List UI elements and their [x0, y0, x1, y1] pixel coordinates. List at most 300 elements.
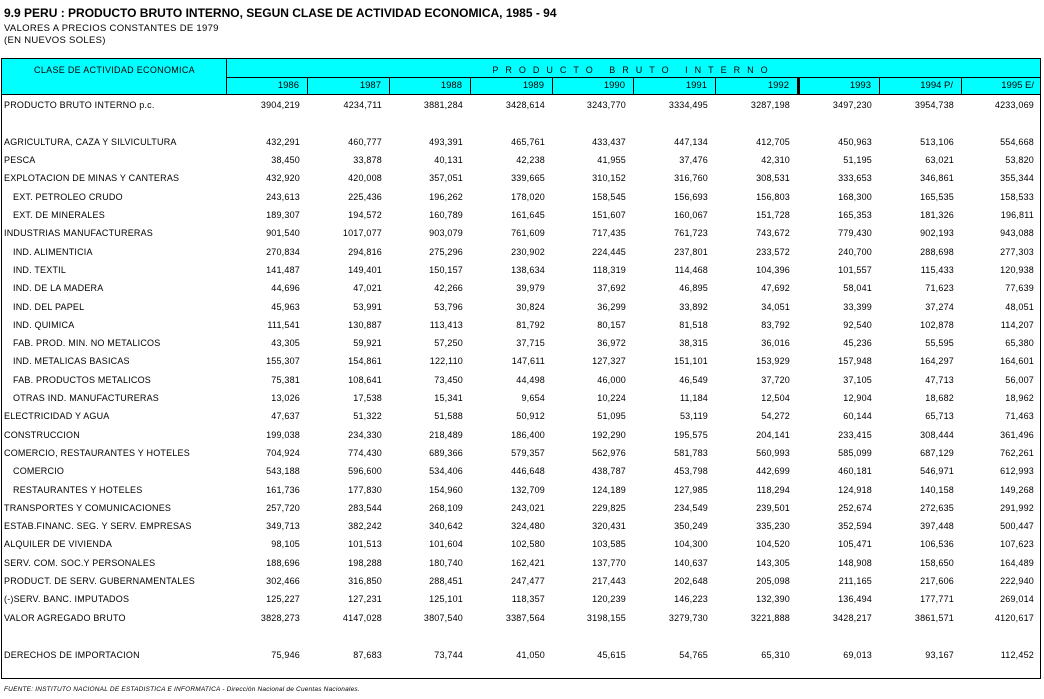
cell-value: 127,985: [674, 485, 708, 495]
cell-value: 432,920: [266, 173, 300, 183]
cell-value: 543,188: [266, 466, 300, 476]
page-title: 9.9 PERU : PRODUCTO BRUTO INTERNO, SEGUN CLASE DE ACTIVIDAD ECONOMICA, 1985 - 94: [4, 6, 557, 20]
cell-value: 115,433: [920, 265, 954, 275]
cell-value: 204,141: [756, 430, 790, 440]
cell-value: 233,572: [756, 247, 790, 257]
cell-value: 38,315: [679, 338, 708, 348]
cell-value: 257,720: [266, 503, 300, 513]
cell-value: 339,665: [511, 173, 545, 183]
cell-value: 361,496: [1000, 430, 1034, 440]
cell-value: 349,713: [266, 521, 300, 531]
cell-value: 160,067: [674, 210, 708, 220]
table-row: [0, 190, 1044, 204]
cell-value: 57,250: [434, 338, 463, 348]
cell-value: 36,972: [597, 338, 626, 348]
table-row: [0, 281, 1044, 295]
cell-value: 44,696: [271, 283, 300, 293]
table-row: [0, 354, 1044, 368]
cell-value: 346,861: [920, 173, 954, 183]
cell-value: 546,971: [920, 466, 954, 476]
table-row: [0, 611, 1044, 625]
cell-value: 75,946: [271, 650, 300, 660]
cell-value: 77,639: [1005, 283, 1034, 293]
cell-value: 689,366: [429, 448, 463, 458]
cell-value: 205,098: [756, 576, 790, 586]
cell-value: 447,134: [674, 137, 708, 147]
cell-value: 41,050: [516, 650, 545, 660]
cell-value: 4120,617: [994, 613, 1034, 623]
row-label: EXT. PETROLEO CRUDO: [13, 192, 123, 202]
row-label: INDUSTRIAS MANUFACTURERAS: [4, 228, 154, 238]
cell-value: 158,533: [1000, 192, 1034, 202]
cell-value: 3387,564: [505, 613, 545, 623]
cell-value: 4234,711: [343, 100, 382, 110]
cell-value: 59,921: [353, 338, 382, 348]
cell-value: 943,088: [1000, 228, 1034, 238]
table-row: [0, 648, 1044, 662]
row-label: FAB. PROD. MIN. NO METALICOS: [13, 338, 161, 348]
cell-value: 15,341: [434, 393, 463, 403]
cell-value: 146,223: [674, 594, 708, 604]
cell-value: 106,536: [920, 539, 954, 549]
cell-value: 83,792: [761, 320, 790, 330]
cell-value: 58,041: [843, 283, 872, 293]
row-label: SERV. COM. SOC.Y PERSONALES: [4, 558, 156, 568]
cell-value: 460,777: [348, 137, 382, 147]
cell-value: 3287,198: [750, 100, 790, 110]
row-label: OTRAS IND. MANUFACTURERAS: [13, 393, 160, 403]
cell-value: 199,038: [266, 430, 300, 440]
cell-value: 33,892: [679, 302, 708, 312]
cell-value: 63,021: [925, 155, 954, 165]
table-row: [0, 300, 1044, 314]
row-label: COMERCIO, RESTAURANTES Y HOTELES: [4, 448, 190, 458]
cell-value: 168,300: [838, 192, 872, 202]
cell-value: 102,580: [511, 539, 545, 549]
cell-value: 140,637: [674, 558, 708, 568]
cell-value: 104,520: [756, 539, 790, 549]
cell-value: 92,540: [843, 320, 872, 330]
cell-value: 73,744: [434, 650, 463, 660]
cell-value: 148,908: [838, 558, 872, 568]
cell-value: 224,445: [592, 247, 626, 257]
cell-value: 194,572: [348, 210, 382, 220]
cell-value: 198,288: [348, 558, 382, 568]
cell-value: 340,642: [429, 521, 463, 531]
cell-value: 288,451: [429, 576, 463, 586]
cell-value: 217,443: [592, 576, 626, 586]
year-header-5: 1991: [634, 78, 716, 94]
year-header-0: 1986: [227, 78, 308, 94]
year-header-6: 1992: [716, 78, 798, 94]
cell-value: 579,357: [511, 448, 545, 458]
cell-value: 101,557: [838, 265, 872, 275]
cell-value: 308,444: [920, 430, 954, 440]
cell-value: 3861,571: [914, 613, 954, 623]
cell-value: 156,693: [674, 192, 708, 202]
cell-value: 252,674: [838, 503, 872, 513]
cell-value: 51,095: [597, 411, 626, 421]
cell-value: 101,513: [348, 539, 382, 549]
table-row: [0, 263, 1044, 277]
row-label: IND. QUIMICA: [13, 320, 75, 330]
cell-value: 34,051: [761, 302, 790, 312]
cell-value: 460,181: [838, 466, 872, 476]
cell-value: 158,650: [920, 558, 954, 568]
cell-value: 352,594: [838, 521, 872, 531]
cell-value: 3807,540: [423, 613, 463, 623]
cell-value: 903,079: [429, 228, 463, 238]
cell-value: 11,184: [679, 393, 708, 403]
cell-value: 65,380: [1005, 338, 1034, 348]
cell-value: 143,305: [756, 558, 790, 568]
table-row: [0, 428, 1044, 442]
cell-value: 717,435: [592, 228, 626, 238]
cell-value: 75,381: [271, 375, 300, 385]
cell-value: 37,274: [925, 302, 954, 312]
cell-value: 47,692: [761, 283, 790, 293]
cell-value: 124,918: [838, 485, 872, 495]
cell-value: 397,448: [920, 521, 954, 531]
cell-value: 10,224: [597, 393, 626, 403]
cell-value: 46,000: [597, 375, 626, 385]
cell-value: 51,322: [353, 411, 382, 421]
cell-value: 80,157: [597, 320, 626, 330]
cell-value: 186,400: [511, 430, 545, 440]
row-label: RESTAURANTES Y HOTELES: [13, 485, 143, 495]
row-label: IND. DEL PAPEL: [13, 302, 85, 312]
cell-value: 37,105: [843, 375, 872, 385]
table-row: [0, 574, 1044, 588]
subtitle-units: VALORES A PRECIOS CONSTANTES DE 1979: [4, 23, 219, 34]
table-row: [0, 409, 1044, 423]
cell-value: 3279,730: [668, 613, 708, 623]
cell-value: 333,653: [838, 173, 872, 183]
cell-value: 111,541: [267, 320, 300, 330]
class-column-header: [2, 59, 227, 94]
table-row: [0, 537, 1044, 551]
cell-value: 65,310: [761, 650, 790, 660]
row-label: IND. METALICAS BASICAS: [13, 356, 130, 366]
cell-value: 114,207: [1000, 320, 1034, 330]
cell-value: 438,787: [592, 466, 626, 476]
cell-value: 54,765: [679, 650, 708, 660]
cell-value: 687,129: [920, 448, 954, 458]
cell-value: 157,948: [838, 356, 872, 366]
cell-value: 3428,217: [832, 613, 872, 623]
row-label: VALOR AGREGADO BRUTO: [4, 613, 126, 623]
cell-value: 42,310: [761, 155, 790, 165]
cell-value: 47,021: [353, 283, 382, 293]
table-left-border: [1, 95, 2, 679]
cell-value: 581,783: [674, 448, 708, 458]
cell-value: 149,401: [348, 265, 382, 275]
cell-value: 272,635: [920, 503, 954, 513]
cell-value: 136,494: [838, 594, 872, 604]
cell-value: 188,696: [266, 558, 300, 568]
cell-value: 87,683: [353, 650, 382, 660]
cell-value: 105,471: [838, 539, 872, 549]
cell-value: 39,979: [516, 283, 545, 293]
cell-value: 420,008: [348, 173, 382, 183]
cell-value: 761,609: [511, 228, 545, 238]
cell-value: 357,051: [429, 173, 463, 183]
cell-value: 18,682: [925, 393, 954, 403]
table-row: [0, 171, 1044, 185]
cell-value: 53,820: [1005, 155, 1034, 165]
cell-value: 225,436: [348, 192, 382, 202]
cell-value: 283,544: [348, 503, 382, 513]
table-row: [0, 446, 1044, 460]
year-header-9: 1995 E/: [1001, 80, 1034, 91]
year-header-8: 1994 P/: [880, 78, 962, 94]
cell-value: 1017,077: [342, 228, 382, 238]
cell-value: 453,798: [674, 466, 708, 476]
pbi-group-header: PRODUCTO BRUTO INTERNO: [492, 65, 775, 75]
table-row: [0, 208, 1044, 222]
cell-value: 202,648: [674, 576, 708, 586]
cell-value: 3904,219: [260, 100, 300, 110]
cell-value: 493,391: [429, 137, 463, 147]
cell-value: 43,305: [271, 338, 300, 348]
cell-value: 51,588: [434, 411, 463, 421]
cell-value: 154,960: [429, 485, 463, 495]
cell-value: 118,357: [511, 594, 545, 604]
cell-value: 48,051: [1005, 302, 1034, 312]
cell-value: 902,193: [920, 228, 954, 238]
cell-value: 195,575: [674, 430, 708, 440]
cell-value: 4147,028: [342, 613, 382, 623]
cell-value: 125,101: [429, 594, 463, 604]
row-label: CONSTRUCCION: [4, 430, 80, 440]
cell-value: 433,437: [592, 137, 626, 147]
table-row: [0, 336, 1044, 350]
row-label: IND. DE LA MADERA: [13, 283, 104, 293]
cell-value: 36,016: [761, 338, 790, 348]
cell-value: 104,396: [756, 265, 790, 275]
cell-value: 165,535: [920, 192, 954, 202]
row-label: ALQUILER DE VIVIENDA: [4, 539, 113, 549]
cell-value: 3954,738: [914, 100, 954, 110]
cell-value: 442,699: [756, 466, 790, 476]
cell-value: 122,110: [429, 356, 463, 366]
cell-value: 156,803: [756, 192, 790, 202]
cell-value: 230,902: [511, 247, 545, 257]
cell-value: 9,654: [521, 393, 545, 403]
cell-value: 50,912: [516, 411, 545, 421]
cell-value: 160,789: [429, 210, 463, 220]
cell-value: 534,406: [429, 466, 463, 476]
cell-value: 162,421: [511, 558, 545, 568]
cell-value: 762,261: [1000, 448, 1034, 458]
cell-value: 3243,770: [586, 100, 626, 110]
row-label: COMERCIO: [13, 466, 65, 476]
cell-value: 51,195: [843, 155, 872, 165]
cell-value: 33,878: [353, 155, 382, 165]
cell-value: 275,296: [429, 247, 463, 257]
cell-value: 158,545: [592, 192, 626, 202]
cell-value: 177,771: [920, 594, 954, 604]
cell-value: 124,189: [592, 485, 626, 495]
cell-value: 65,713: [925, 411, 954, 421]
cell-value: 120,239: [592, 594, 626, 604]
cell-value: 151,607: [592, 210, 626, 220]
table-row: [0, 556, 1044, 570]
cell-value: 53,796: [434, 302, 463, 312]
cell-value: 3881,284: [423, 100, 463, 110]
cell-value: 69,013: [843, 650, 872, 660]
cell-value: 316,850: [348, 576, 382, 586]
row-label: PRODUCTO BRUTO INTERNO p.c.: [4, 100, 155, 110]
cell-value: 38,450: [271, 155, 300, 165]
cell-value: 108,641: [348, 375, 382, 385]
cell-value: 127,327: [592, 356, 626, 366]
cell-value: 104,300: [674, 539, 708, 549]
cell-value: 71,623: [925, 283, 954, 293]
row-label: EXPLOTACION DE MINAS Y CANTERAS: [4, 173, 180, 183]
class-column-label: CLASE DE ACTIVIDAD ECONOMICA: [34, 65, 195, 75]
cell-value: 81,792: [516, 320, 545, 330]
cell-value: 779,430: [838, 228, 872, 238]
cell-value: 127,231: [348, 594, 382, 604]
cell-value: 181,326: [920, 210, 954, 220]
cell-value: 243,613: [266, 192, 300, 202]
cell-value: 320,431: [592, 521, 626, 531]
cell-value: 382,242: [348, 521, 382, 531]
cell-value: 901,540: [266, 228, 300, 238]
cell-value: 165,353: [838, 210, 872, 220]
table-row: [0, 318, 1044, 332]
row-label: PRODUCT. DE SERV. GUBERNAMENTALES: [4, 576, 195, 586]
table-row: [0, 245, 1044, 259]
cell-value: 3334,495: [668, 100, 708, 110]
table-row: [0, 98, 1044, 112]
cell-value: 150,157: [429, 265, 463, 275]
table-row: [0, 135, 1044, 149]
cell-value: 113,413: [429, 320, 463, 330]
cell-value: 36,299: [597, 302, 626, 312]
cell-value: 30,824: [516, 302, 545, 312]
cell-value: 54,272: [761, 411, 790, 421]
cell-value: 239,501: [756, 503, 790, 513]
cell-value: 310,152: [592, 173, 626, 183]
cell-value: 269,014: [1000, 594, 1034, 604]
cell-value: 93,167: [925, 650, 954, 660]
cell-value: 243,021: [511, 503, 545, 513]
cell-value: 234,549: [674, 503, 708, 513]
cell-value: 189,307: [266, 210, 300, 220]
cell-value: 270,834: [266, 247, 300, 257]
cell-value: 60,144: [843, 411, 872, 421]
cell-value: 33,399: [843, 302, 872, 312]
cell-value: 138,634: [511, 265, 545, 275]
row-label: TRANSPORTES Y COMUNICACIONES: [4, 503, 172, 513]
cell-value: 4233,069: [994, 100, 1034, 110]
table-bottom-border: [1, 678, 1041, 679]
table-row: [0, 373, 1044, 387]
row-label: DERECHOS DE IMPORTACION: [4, 650, 140, 660]
cell-value: 316,760: [674, 173, 708, 183]
table-row: [0, 226, 1044, 240]
cell-value: 355,344: [1000, 173, 1034, 183]
cell-value: 45,236: [843, 338, 872, 348]
cell-value: 46,895: [679, 283, 708, 293]
cell-value: 412,705: [756, 137, 790, 147]
cell-value: 178,020: [511, 192, 545, 202]
cell-value: 130,887: [348, 320, 382, 330]
cell-value: 324,480: [511, 521, 545, 531]
year-header-2: 1988: [390, 78, 471, 94]
cell-value: 233,415: [838, 430, 872, 440]
row-label: EXT. DE MINERALES: [13, 210, 105, 220]
cell-value: 37,692: [597, 283, 626, 293]
cell-value: 147,611: [511, 356, 545, 366]
cell-value: 350,249: [674, 521, 708, 531]
cell-value: 46,549: [679, 375, 708, 385]
cell-value: 114,468: [674, 265, 708, 275]
cell-value: 432,291: [266, 137, 300, 147]
cell-value: 277,303: [1000, 247, 1034, 257]
cell-value: 612,993: [1000, 466, 1034, 476]
cell-value: 596,600: [348, 466, 382, 476]
cell-value: 218,489: [429, 430, 463, 440]
table-row: [0, 391, 1044, 405]
cell-value: 3221,888: [750, 613, 790, 623]
cell-value: 240,700: [838, 247, 872, 257]
cell-value: 107,623: [1000, 539, 1034, 549]
cell-value: 98,105: [271, 539, 300, 549]
cell-value: 37,720: [761, 375, 790, 385]
cell-value: 3198,155: [586, 613, 626, 623]
cell-value: 125,227: [266, 594, 300, 604]
cell-value: 151,728: [756, 210, 790, 220]
year-header-4: 1990: [553, 78, 634, 94]
cell-value: 446,648: [511, 466, 545, 476]
year-header-7: 1993: [798, 78, 880, 94]
year-header-row: [227, 77, 1040, 94]
cell-value: 153,929: [756, 356, 790, 366]
cell-value: 704,924: [266, 448, 300, 458]
table-row: [0, 464, 1044, 478]
cell-value: 196,811: [1000, 210, 1034, 220]
cell-value: 774,430: [348, 448, 382, 458]
cell-value: 196,262: [429, 192, 463, 202]
row-label: IND. TEXTIL: [13, 265, 67, 275]
cell-value: 450,963: [838, 137, 872, 147]
cell-value: 44,498: [516, 375, 545, 385]
cell-value: 237,801: [674, 247, 708, 257]
cell-value: 13,026: [271, 393, 300, 403]
cell-value: 161,736: [266, 485, 300, 495]
cell-value: 53,991: [353, 302, 382, 312]
cell-value: 103,585: [592, 539, 626, 549]
cell-value: 161,645: [511, 210, 545, 220]
cell-value: 3428,614: [505, 100, 545, 110]
cell-value: 53,119: [679, 411, 708, 421]
cell-value: 164,601: [1000, 356, 1034, 366]
row-label: (-)SERV. BANC. IMPUTADOS: [4, 594, 130, 604]
year-divider: [798, 78, 800, 94]
cell-value: 42,266: [434, 283, 463, 293]
row-label: PESCA: [4, 155, 36, 165]
cell-value: 554,668: [1000, 137, 1034, 147]
cell-value: 217,606: [920, 576, 954, 586]
cell-value: 12,904: [843, 393, 872, 403]
table-row: [0, 501, 1044, 515]
cell-value: 132,390: [756, 594, 790, 604]
cell-value: 102,878: [920, 320, 954, 330]
cell-value: 45,963: [271, 302, 300, 312]
